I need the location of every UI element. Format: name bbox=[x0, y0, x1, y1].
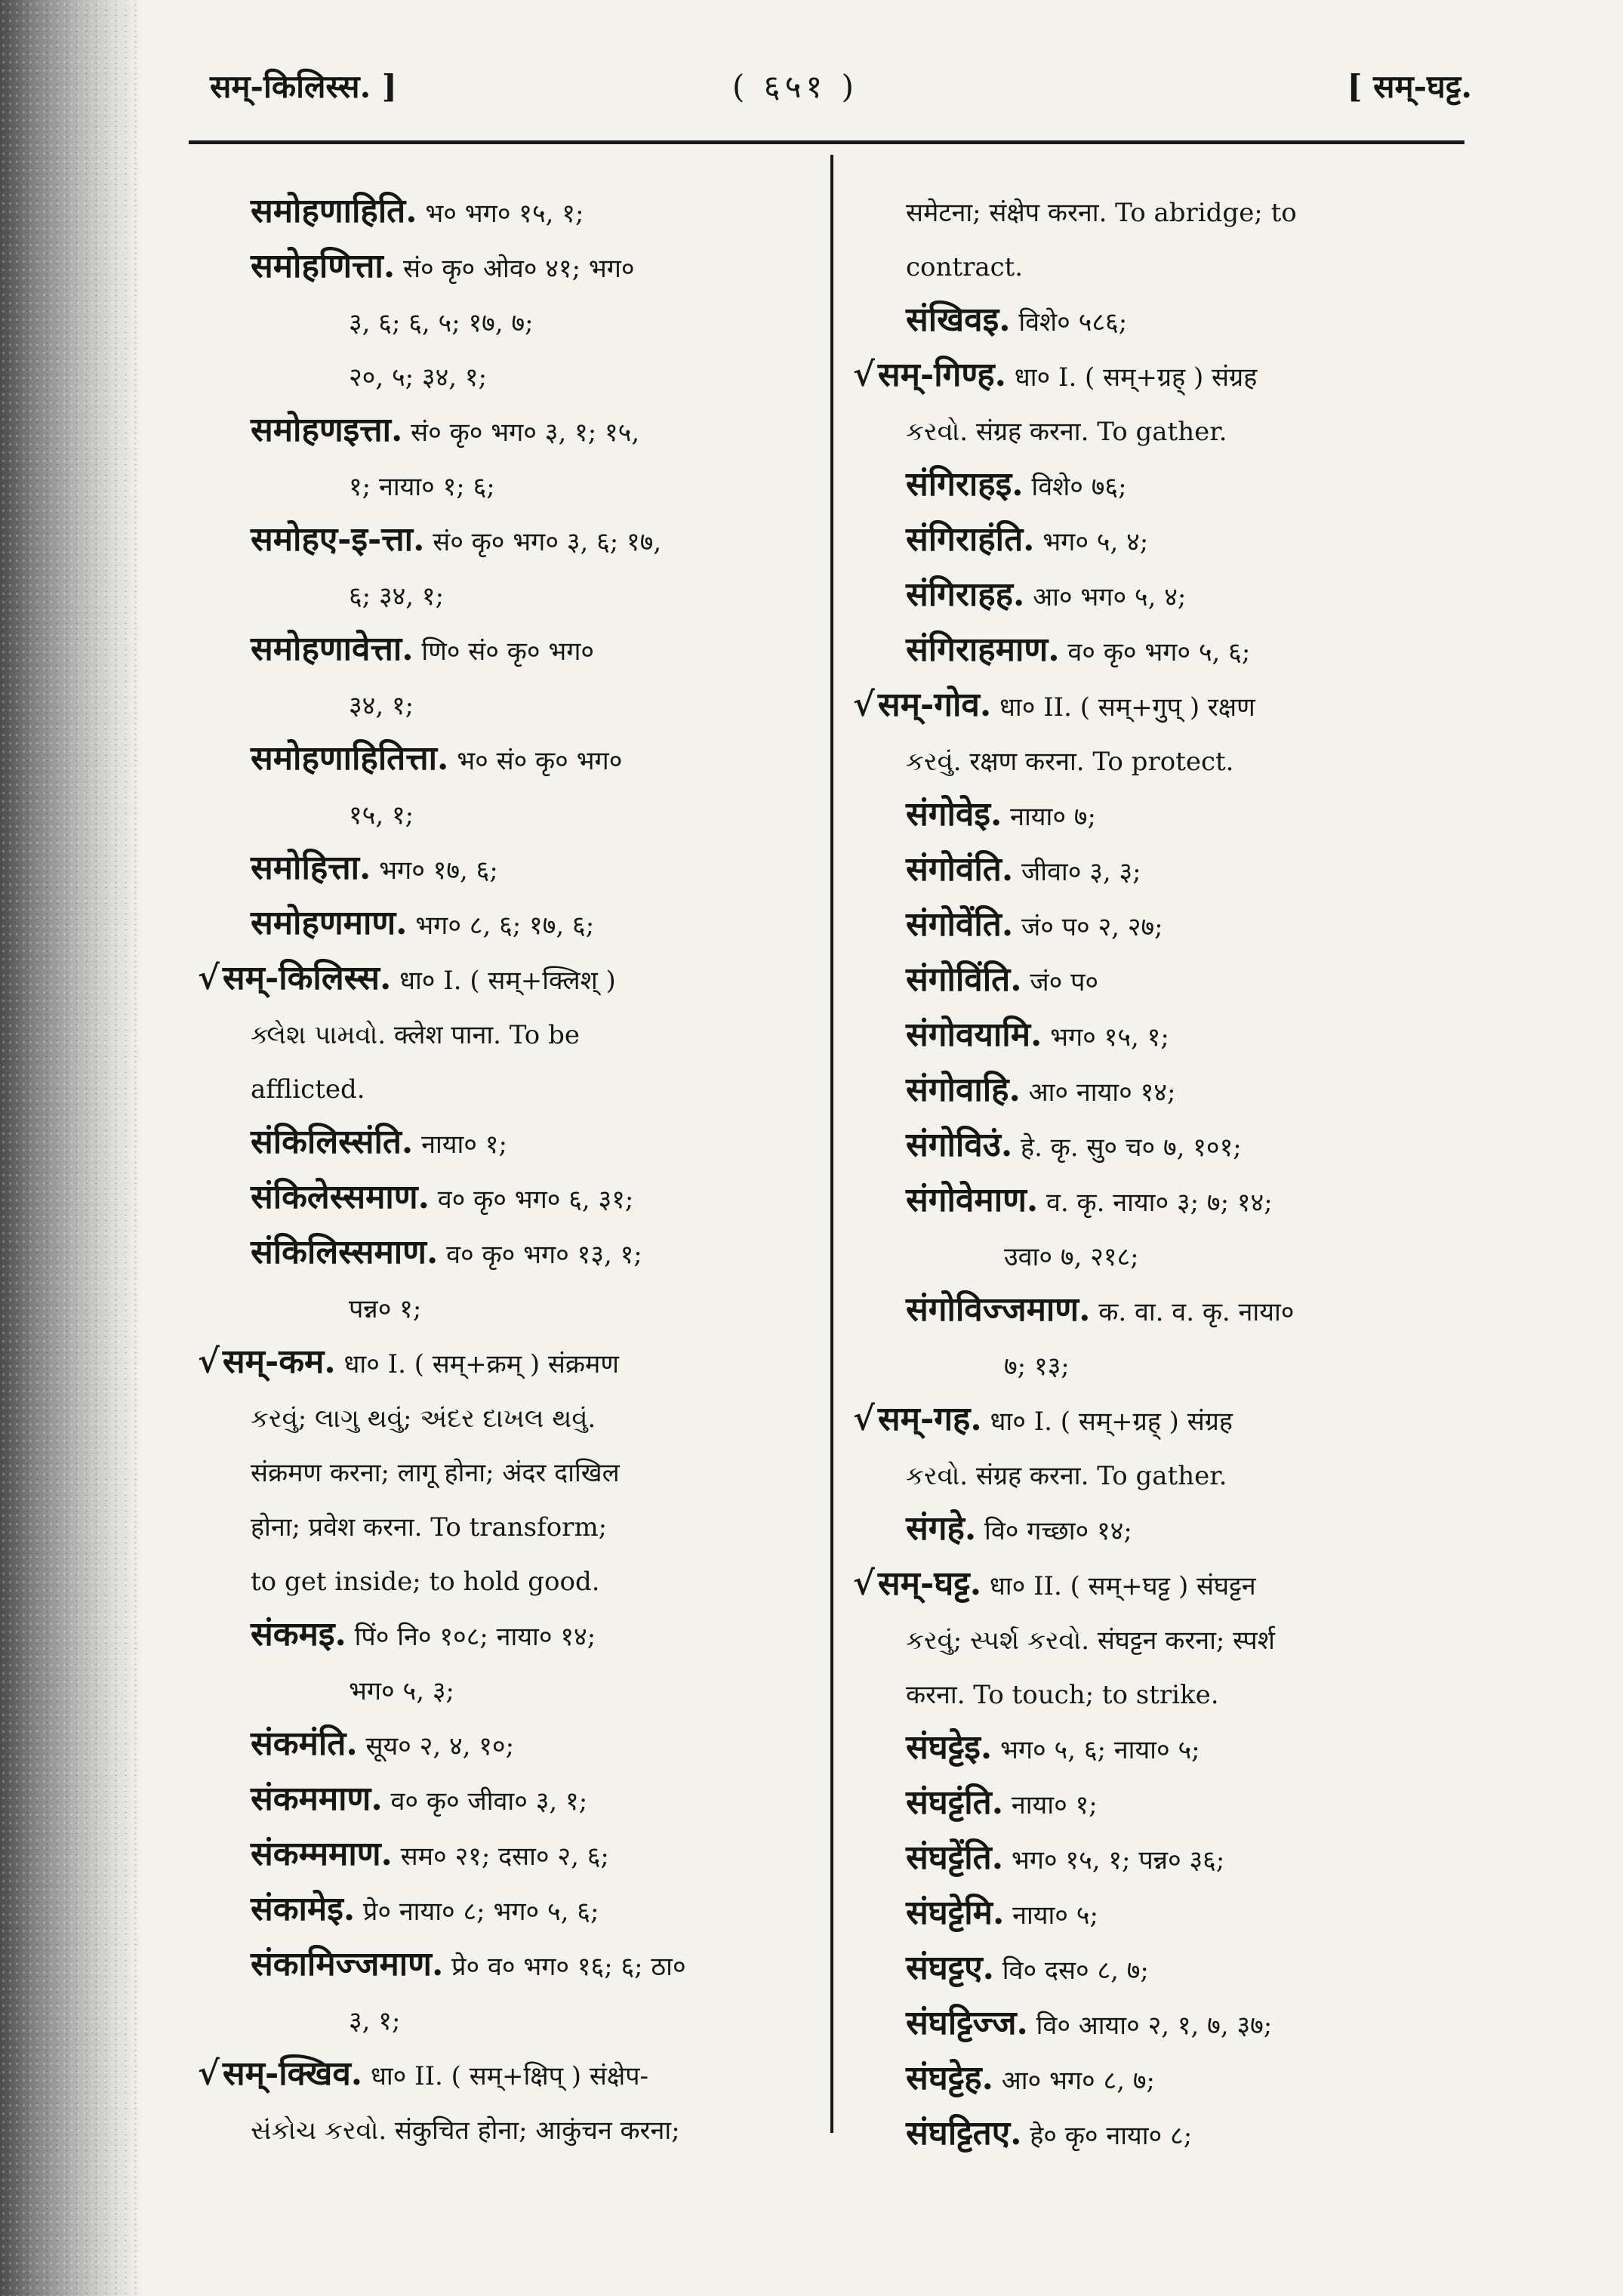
entry-form-line bbox=[198, 513, 824, 569]
entry-headword-line bbox=[198, 2048, 824, 2103]
entry-text: संक्रमण करना; लागू होना; अंदर दाखिल bbox=[251, 1458, 620, 1488]
entry-text: वि० आया० २, १, ७, ३७; bbox=[1027, 2011, 1273, 2041]
headword: संगोविउं. bbox=[906, 1126, 1013, 1164]
entry-headword-line bbox=[853, 1558, 1480, 1613]
entry-text: व० कृ० भग० ५, ६; bbox=[1059, 637, 1251, 667]
binding-texture bbox=[0, 0, 143, 2296]
headword: संघट्टए. bbox=[906, 1949, 994, 1987]
entry-form-line bbox=[198, 732, 824, 787]
entry-text: ३, ६; ६, ५; १७, ७; bbox=[349, 308, 534, 338]
headword: संगोविंति. bbox=[906, 960, 1022, 999]
entry-text: धा० I. ( सम्+क्रम् ) संक्रमण bbox=[335, 1349, 619, 1379]
entry-text: नाया० १; bbox=[413, 1130, 507, 1160]
entry-text: भ० सं० कृ० भग० bbox=[448, 746, 623, 776]
entry-text: पिं० नि० १०८; नाया० १४; bbox=[346, 1622, 596, 1652]
entry-text: भग० ५, ३; bbox=[349, 1676, 454, 1706]
entry-continuation-line bbox=[198, 1554, 824, 1608]
headword: संकममाण. bbox=[251, 1780, 383, 1818]
headword: संकमंति. bbox=[251, 1724, 358, 1763]
headword: संगोवेमाण. bbox=[906, 1181, 1039, 1219]
headword: संकामेइ. bbox=[251, 1890, 356, 1928]
headword: समोहित्ता. bbox=[251, 849, 371, 887]
entry-text: विशे० ५८६; bbox=[1010, 307, 1128, 337]
entry-text: ક્લેશ પામવો. क्लेश पाना. To be bbox=[251, 1020, 580, 1050]
headword: संगिराहइ. bbox=[906, 465, 1024, 504]
entry-text: प्रे० व० भग० १६; ६; ठा० bbox=[443, 1952, 686, 1982]
headword: सम्-गह. bbox=[877, 1400, 982, 1438]
entry-text: सं० कृ० ओव० ४१; भग० bbox=[395, 254, 635, 284]
entry-text: सं० कृ० भग० ३, ६; १७, bbox=[424, 527, 662, 557]
header-rule bbox=[189, 140, 1464, 144]
entry-text: व० कृ० भग० १३, १; bbox=[438, 1240, 642, 1270]
entry-text: to get inside; to hold good. bbox=[251, 1567, 600, 1597]
entry-text: सं० कृ० भग० ३, १; १५, bbox=[402, 418, 640, 448]
entry-form-line bbox=[198, 842, 824, 897]
headword: सम्-गिण्ह. bbox=[877, 356, 1006, 394]
entry-continuation-line bbox=[198, 1663, 824, 1718]
entry-headword-line bbox=[853, 349, 1480, 404]
entry-text: व. कृ. नाया० ३; ७; १४; bbox=[1038, 1188, 1273, 1218]
headword: समोहए-इ-त्ता. bbox=[251, 520, 425, 559]
entry-text: वि० दस० ८, ७; bbox=[993, 1955, 1149, 1986]
entry-text: ७; १३; bbox=[1004, 1351, 1070, 1382]
entry-form-line bbox=[853, 458, 1480, 513]
entry-headword-line bbox=[853, 679, 1480, 734]
entry-text: धा० I. ( सम्+क्लिश् ) bbox=[391, 966, 616, 996]
entry-text: કરવું; લાગુ થવું; અંદર દાખલ થવું. bbox=[251, 1404, 596, 1434]
entry-text: विशे० ७६; bbox=[1023, 472, 1127, 502]
entry-form-line bbox=[198, 623, 824, 678]
entry-text: सम० २१; दसा० २, ६; bbox=[392, 1841, 609, 1872]
headword: संगिराहह. bbox=[906, 575, 1025, 614]
entry-text: भग० ५, ४; bbox=[1034, 527, 1149, 557]
entry-text: ६; ३४, १; bbox=[349, 581, 445, 612]
entry-form-line bbox=[198, 240, 824, 295]
headword: सम्-कम. bbox=[222, 1342, 336, 1381]
headword: संगोविज्जमाण. bbox=[906, 1290, 1091, 1329]
entry-form-line bbox=[198, 1883, 824, 1938]
entry-text: व० कृ० जीवा० ३, १; bbox=[382, 1786, 588, 1817]
entry-form-line bbox=[853, 624, 1480, 679]
entry-continuation-line bbox=[853, 1229, 1480, 1284]
entry-form-line bbox=[853, 788, 1480, 843]
entry-text: प्रे० नाया० ८; भग० ५, ६; bbox=[355, 1897, 599, 1927]
checkmark-icon: √ bbox=[853, 1400, 875, 1438]
headword: समोहणइत्ता. bbox=[251, 411, 403, 449]
entry-form-line bbox=[853, 898, 1480, 954]
checkmark-icon: √ bbox=[853, 356, 875, 394]
entry-form-line bbox=[198, 1718, 824, 1773]
entry-form-line bbox=[853, 1997, 1480, 2052]
entry-headword-line bbox=[853, 1393, 1480, 1448]
entry-continuation-line bbox=[198, 1062, 824, 1116]
headword: संघट्टेंति. bbox=[906, 1838, 1004, 1877]
entry-text: समेटना; संक्षेप करना. To abridge; to bbox=[906, 198, 1297, 228]
running-head-left: सम्-किलिस्स. ] bbox=[210, 68, 397, 105]
headword: संगिराहमाण. bbox=[906, 630, 1060, 669]
entry-text: नाया० ५; bbox=[1004, 1900, 1098, 1931]
left-column bbox=[198, 185, 824, 2157]
entry-text: કરવું; સ્પર્શ કરવો. संघट्टन करना; स्पर्श bbox=[906, 1626, 1275, 1656]
entry-text: भग० १५, १; bbox=[1042, 1022, 1169, 1052]
entry-form-line bbox=[853, 1887, 1480, 1942]
entry-text: afflicted. bbox=[251, 1074, 365, 1105]
headword: संगोवेंति. bbox=[906, 905, 1014, 944]
entry-continuation-line bbox=[198, 1445, 824, 1499]
entry-text: २०, ५; ३४, १; bbox=[349, 362, 488, 393]
entry-text: કરવો. संग्रह करना. To gather. bbox=[906, 417, 1227, 447]
entry-continuation-line bbox=[853, 1339, 1480, 1393]
headword: संघट्टेइ. bbox=[906, 1728, 993, 1767]
entry-text: आ० भग० ५, ४; bbox=[1024, 582, 1187, 612]
entry-text: धा० II. ( सम्+क्षिप् ) संक्षेप- bbox=[362, 2061, 649, 2091]
entry-form-line bbox=[853, 1064, 1480, 1119]
entry-text: contract. bbox=[906, 252, 1024, 282]
entry-form-line bbox=[853, 954, 1480, 1009]
entry-continuation-line bbox=[198, 787, 824, 842]
headword: संकमइ. bbox=[251, 1615, 346, 1653]
entry-form-line bbox=[853, 1009, 1480, 1064]
entry-continuation-line bbox=[198, 2103, 824, 2157]
entry-form-line bbox=[198, 897, 824, 952]
right-column bbox=[853, 185, 1480, 2162]
headword: समोहणित्ता. bbox=[251, 247, 396, 285]
entry-form-line bbox=[198, 1938, 824, 1993]
headword: संघट्टितए. bbox=[906, 2114, 1022, 2153]
headword: संघट्टिज्ज. bbox=[906, 2004, 1028, 2042]
entry-continuation-line bbox=[198, 1499, 824, 1554]
headword: सम्-किलिस्स. bbox=[222, 959, 392, 997]
headword: संगोवयामि. bbox=[906, 1015, 1042, 1054]
entry-form-line bbox=[853, 1721, 1480, 1777]
entry-text: भग० ८, ६; १७, ६; bbox=[407, 911, 595, 941]
entry-text: १; नाया० १; ६; bbox=[349, 472, 495, 502]
page-number: ( ६५१ ) bbox=[732, 68, 858, 105]
headword: संघट्टंति. bbox=[906, 1783, 1004, 1822]
entry-continuation-line bbox=[198, 1281, 824, 1336]
headword: समोहणाहिति. bbox=[251, 192, 417, 230]
headword: संगोवाहि. bbox=[906, 1071, 1021, 1109]
entry-headword-line bbox=[198, 952, 824, 1007]
checkmark-icon: √ bbox=[853, 686, 875, 724]
entry-form-line bbox=[853, 1832, 1480, 1887]
entry-continuation-line bbox=[198, 459, 824, 513]
entry-form-line bbox=[198, 1608, 824, 1663]
entry-form-line bbox=[853, 2107, 1480, 2162]
entry-continuation-line bbox=[198, 1007, 824, 1062]
entry-text: धा० II. ( सम्+घट्ट ) संघट्टन bbox=[981, 1571, 1256, 1601]
entry-text: आ० भग० ८, ७; bbox=[993, 2066, 1155, 2096]
entry-text: होना; प्रवेश करना. To transform; bbox=[251, 1512, 608, 1542]
entry-form-line bbox=[853, 1174, 1480, 1229]
checkmark-icon: √ bbox=[198, 1342, 220, 1381]
entry-text: સંકોચ કરવો. संकुचित होना; आकुंचन करना; bbox=[251, 2116, 680, 2146]
headword: संगोवंति. bbox=[906, 850, 1014, 889]
column-divider bbox=[830, 155, 833, 2133]
headword: संघट्टेह. bbox=[906, 2059, 993, 2097]
entry-text: भ० भग० १५, १; bbox=[417, 199, 584, 229]
entry-continuation-line bbox=[853, 404, 1480, 458]
entry-continuation-line bbox=[853, 1613, 1480, 1667]
headword: सम्-गोव. bbox=[877, 686, 992, 724]
entry-form-line bbox=[853, 1942, 1480, 1997]
running-head-right: [ सम्-घट्ट. bbox=[1347, 68, 1472, 105]
entry-text: वि० गच्छा० १४; bbox=[976, 1516, 1132, 1546]
entry-text: भग० १५, १; पन्न० ३६; bbox=[1003, 1845, 1225, 1875]
entry-text: કરવો. संग्रह करना. To gather. bbox=[906, 1461, 1227, 1491]
entry-text: सूय० २, ४, १०; bbox=[357, 1731, 515, 1761]
entry-continuation-line bbox=[853, 1448, 1480, 1502]
headword: संकिलेस्समाण. bbox=[251, 1178, 430, 1216]
headword: संकामिज्जमाण. bbox=[251, 1945, 444, 1983]
headword: संकिलिस्समाण. bbox=[251, 1233, 439, 1271]
entry-text: व० कृ० भग० ६, ३१; bbox=[429, 1185, 634, 1215]
entry-text: १५, १; bbox=[349, 800, 414, 831]
entry-headword-line bbox=[198, 1336, 824, 1391]
entry-text: કરવું. रक्षण करना. To protect. bbox=[906, 747, 1234, 777]
entry-continuation-line bbox=[198, 295, 824, 350]
checkmark-icon: √ bbox=[198, 959, 220, 997]
entry-text: उवा० ७, २१८; bbox=[1004, 1242, 1139, 1272]
entry-form-line bbox=[198, 1171, 824, 1226]
entry-text: नाया० १; bbox=[1003, 1790, 1098, 1820]
entry-continuation-line bbox=[853, 185, 1480, 239]
headword: संखिवइ. bbox=[906, 300, 1011, 339]
headword: संघट्टेमि. bbox=[906, 1894, 1005, 1932]
headword: संकम्ममाण. bbox=[251, 1835, 393, 1873]
entry-text: धा० I. ( सम्+ग्रह् ) संग्रह bbox=[981, 1407, 1233, 1437]
checkmark-icon: √ bbox=[853, 1564, 875, 1603]
entry-form-line bbox=[853, 294, 1480, 349]
entry-form-line bbox=[198, 1116, 824, 1171]
entry-continuation-line bbox=[853, 734, 1480, 788]
entry-form-line bbox=[853, 843, 1480, 898]
entry-text: धा० II. ( सम्+गुप् ) रक्षण bbox=[991, 692, 1255, 723]
entry-form-line bbox=[853, 1284, 1480, 1339]
entry-form-line bbox=[198, 1828, 824, 1883]
entry-text: जीवा० ३, ३; bbox=[1013, 857, 1141, 887]
entry-form-line bbox=[853, 1777, 1480, 1832]
entry-text: हे. कृ. सु० च० ७, १०१; bbox=[1012, 1133, 1242, 1163]
headword: संकिलिस्संति. bbox=[251, 1123, 414, 1161]
entry-text: धा० I. ( सम्+ग्रह् ) संग्रह bbox=[1006, 362, 1258, 393]
headword: सम्-घट्ट. bbox=[877, 1564, 982, 1603]
entry-continuation-line bbox=[198, 569, 824, 623]
entry-form-line bbox=[853, 1119, 1480, 1174]
checkmark-icon: √ bbox=[198, 2054, 220, 2093]
entry-continuation-line bbox=[198, 350, 824, 404]
entry-text: भग० ५, ६; नाया० ५; bbox=[992, 1735, 1200, 1765]
entry-text: करना. To touch; to strike. bbox=[906, 1680, 1219, 1710]
entry-form-line bbox=[198, 404, 824, 459]
entry-form-line bbox=[853, 569, 1480, 624]
entry-form-line bbox=[198, 1226, 824, 1281]
entry-continuation-line bbox=[198, 1391, 824, 1445]
entry-text: पन्न० १; bbox=[349, 1294, 422, 1324]
headword: संगोवेइ. bbox=[906, 795, 1002, 834]
entry-text: आ० नाया० १४; bbox=[1020, 1077, 1176, 1108]
entry-continuation-line bbox=[853, 1667, 1480, 1721]
entry-text: नाया० ७; bbox=[1002, 802, 1096, 832]
entry-text: जं० प० bbox=[1021, 967, 1099, 997]
entry-form-line bbox=[198, 185, 824, 240]
entry-text: हे० कृ० नाया० ८; bbox=[1021, 2121, 1193, 2151]
entry-text: ३४, १; bbox=[349, 691, 414, 721]
entry-text: क. वा. व. कृ. नाया० bbox=[1090, 1297, 1295, 1327]
entry-text: णि० सं० कृ० भग० bbox=[413, 636, 595, 667]
entry-continuation-line bbox=[853, 239, 1480, 294]
entry-form-line bbox=[853, 2052, 1480, 2107]
entry-continuation-line bbox=[198, 1993, 824, 2048]
headword: संगिराहंति. bbox=[906, 520, 1035, 559]
headword: समोहणावेत्ता. bbox=[251, 630, 414, 668]
entry-text: भग० १७, ६; bbox=[371, 855, 498, 886]
headword: समोहणमाण. bbox=[251, 904, 408, 942]
entry-text: ३, १; bbox=[349, 2006, 401, 2036]
headword: संगहे. bbox=[906, 1509, 977, 1548]
entry-form-line bbox=[198, 1773, 824, 1828]
headword: समोहणाहितित्ता. bbox=[251, 739, 449, 778]
entry-form-line bbox=[853, 513, 1480, 569]
entry-form-line bbox=[853, 1502, 1480, 1558]
headword: सम्-क्खिव. bbox=[222, 2054, 363, 2093]
entry-continuation-line bbox=[198, 678, 824, 732]
entry-text: जं० प० २, २७; bbox=[1013, 912, 1163, 942]
